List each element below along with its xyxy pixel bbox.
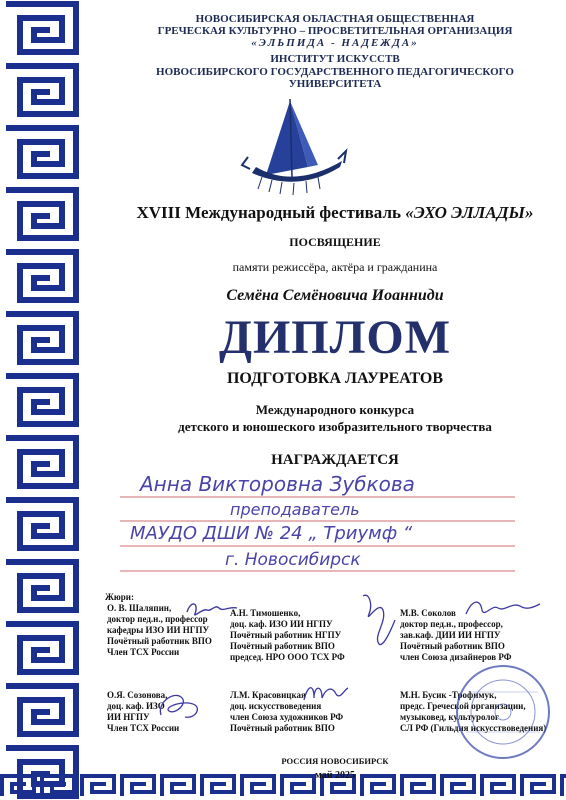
institute-name: ИНСТИТУТ ИСКУССТВ [270, 53, 400, 65]
jury-member-title: музыковед, культуролог [400, 712, 500, 722]
jury-member-title: Почётный работник ВПО [230, 723, 335, 733]
jury-member-title: доктор пед.н., профессор, [400, 619, 503, 629]
org-name-line2: ГРЕЧЕСКАЯ КУЛЬТУРНО – ПРОСВЕТИТЕЛЬНАЯ ОРГАНИЗАЦИЯ [157, 25, 513, 37]
jury-member-title: Почётный работник ВПО [230, 641, 335, 651]
jury-member-title: предс. Греческой организации, [400, 701, 526, 711]
jury-member-title: доц. искусствоведения [230, 701, 322, 711]
organization-stamp [448, 662, 558, 762]
memory-line: памяти режиссёра, актёра и гражданина [232, 260, 438, 274]
signature-shalyapin [185, 598, 240, 620]
jury-member-title: СЛ РФ (Гильдия искусствоведения) [400, 723, 547, 733]
festival-name: «ЭХО ЭЛЛАДЫ» [405, 203, 534, 222]
jury-member-title: доц. каф. ИЗО ИИ НГПУ [230, 619, 333, 629]
jury-member-title: кафедры ИЗО ИИ НГПУ [107, 625, 210, 635]
recipient-role: преподаватель [230, 500, 360, 519]
jury-member-title: доктор пед.н., профессор [107, 614, 208, 624]
contest-line-2: детского и юношеского изобразительного творчества [178, 419, 492, 434]
jury-member-title: Член ТСХ России [107, 647, 180, 657]
diploma-title: ДИПЛОМ [218, 311, 452, 364]
org-name-line3 [110, 37, 560, 49]
dedication: ПОСВЯЩЕНИЕ [289, 235, 381, 249]
org-motto: «ЭЛЬПИДА - НАДЕЖДА» [251, 37, 419, 49]
meander-border-left [0, 0, 82, 800]
footer-date: май 2025 [314, 770, 355, 781]
ship-logo [238, 97, 350, 197]
jury-member-name: О. В. Шаляпин, [107, 603, 172, 613]
jury-member-title: Почётный работник ВПО [400, 641, 505, 651]
recipient-city: г. Новосибирск [225, 550, 361, 570]
jury-member-title: Член ТСХ России [107, 723, 180, 733]
signature-krasovitskaya [300, 678, 350, 708]
jury-member-title: ИИ НГПУ [107, 712, 150, 722]
recipient-name: Анна Викторовна Зубкова [140, 472, 415, 496]
jury-member-name: М.Н. Бусик -Трофимук, [400, 690, 497, 700]
jury-member-name: А.Н. Тимошенко, [230, 608, 301, 618]
org-name-line1: НОВОСИБИРСКАЯ ОБЛАСТНАЯ ОБЩЕСТВЕННАЯ [195, 13, 475, 25]
jury-member-name: М.В. Соколов [400, 608, 456, 618]
jury-member-title: зав.каф. ДИИ ИИ НГПУ [400, 630, 501, 640]
contest-line-1: Международного конкурса [255, 402, 415, 417]
jury-member-title: Почётный работник ВПО [107, 636, 212, 646]
footer-place: РОССИЯ НОВОСИБИРСК [281, 756, 389, 766]
signature-sozonova [155, 685, 205, 725]
festival-title [110, 203, 560, 223]
jury-member-title: член Союза художников РФ [230, 712, 344, 722]
jury-member-2 [230, 608, 345, 663]
jury-member-name: Л.М. Красовицкая [230, 690, 306, 700]
signature-timoshenko [355, 590, 400, 650]
honoree-name: Семёна Семёновича Иоанниди [226, 287, 444, 304]
university-name: НОВОСИБИРСКОГО ГОСУДАРСТВЕННОГО ПЕДАГОГИЧЕСКОГО УНИВЕРСИТЕТА [156, 66, 514, 90]
jury-member-name: О.Я. Созонова, [107, 690, 168, 700]
recipient-school: МАУДО ДШИ № 24 „ Триумф “ [130, 523, 413, 544]
diploma-subtitle: ПОДГОТОВКА ЛАУРЕАТОВ [226, 370, 444, 387]
awarded-label: НАГРАЖДАЕТСЯ [271, 452, 399, 468]
jury-member-title: доц. каф. ИЗО [107, 701, 165, 711]
jury-member-title: председ. НРО ООО ТСХ РФ [230, 652, 345, 662]
festival-title-prefix: XVIII Международный фестиваль [136, 203, 406, 222]
jury-member-title: Почётный работник НГПУ [230, 630, 342, 640]
jury-label: Жюри: [105, 592, 134, 602]
jury-member-title: член Союза дизайнеров РФ [400, 652, 512, 662]
signature-sokolov [462, 596, 542, 622]
